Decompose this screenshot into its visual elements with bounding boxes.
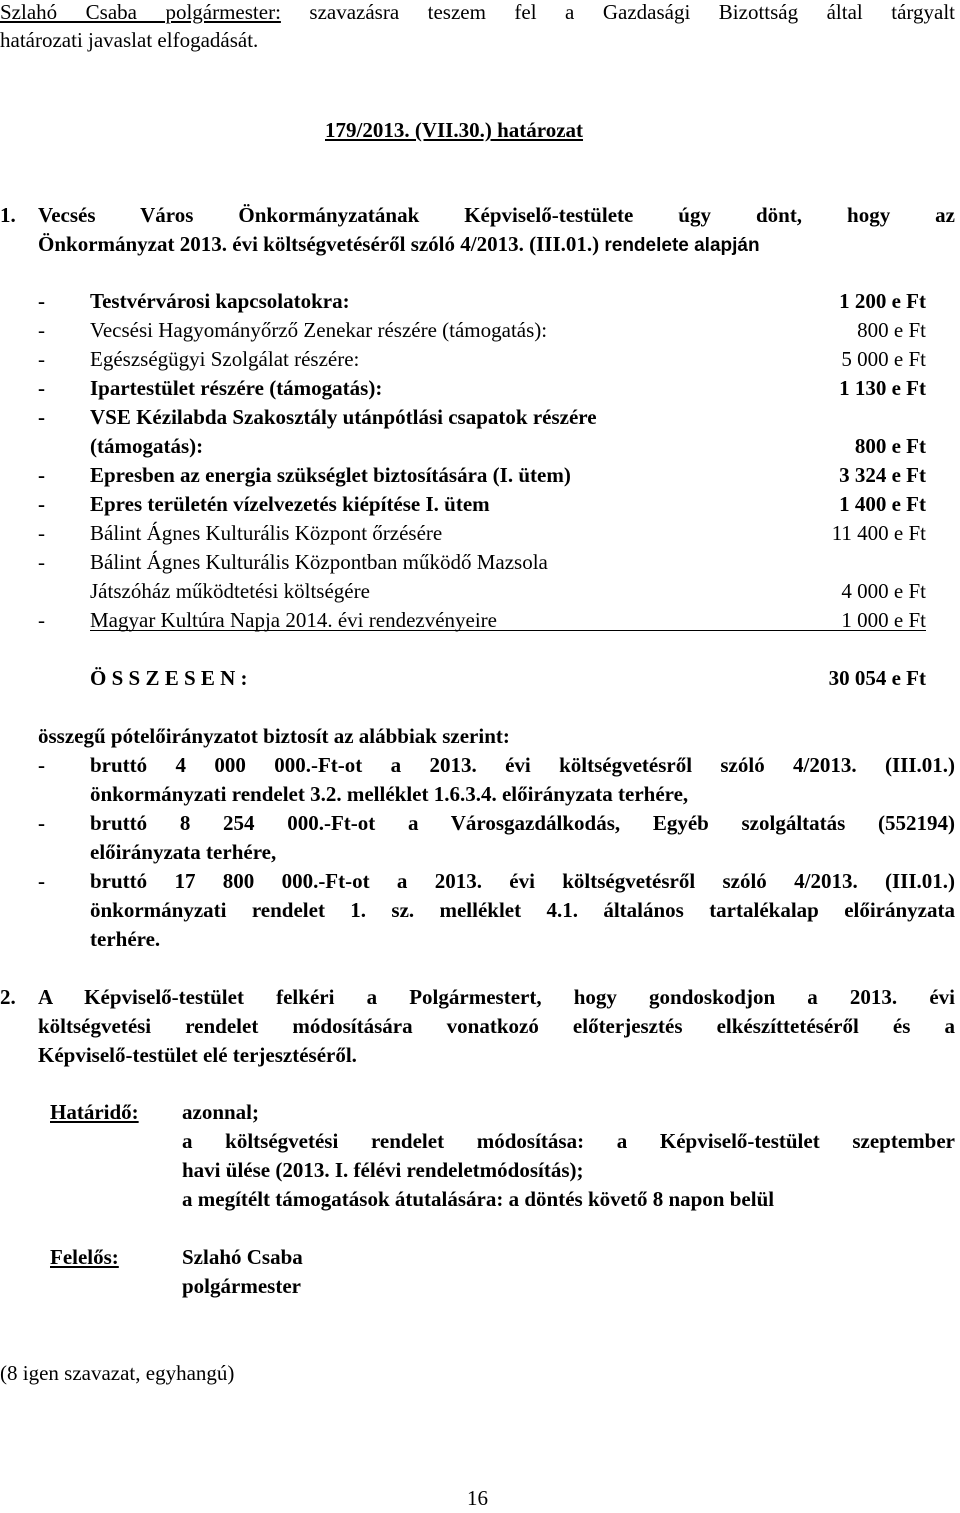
intro-line-2: határozati javaslat elfogadását. — [0, 28, 259, 52]
item-description-cont: Játszóház működtetési költségére — [90, 579, 370, 603]
total-row — [38, 664, 926, 693]
deadline-line-3: havi ülése (2013. I. félévi rendeletmódosítás); — [182, 1158, 584, 1182]
list-item: - bruttó 8 254 000.-Ft-ot a Városgazdálkodás, Egyéb szolgáltatás (552194) előirányzata terhére, — [38, 809, 955, 867]
item-amount: 11 400 e Ft — [831, 521, 926, 545]
point-2-line-2: költségvetési rendelet módosítására vonatkozó előterjesztés elkészíttetéséről és a — [38, 1014, 955, 1038]
item-amount: 1 400 e Ft — [839, 492, 926, 516]
list-item: - Magyar Kultúra Napja 2014. évi rendezvényeire 1 000 e Ft — [38, 606, 926, 635]
list-item: - Bálint Ágnes Kulturális Központ őrzésére 11 400 e Ft — [38, 519, 926, 548]
funding-text-cont: önkormányzati rendelet 1. sz. melléklet 4.1. általános tartalékalap előirányzata — [90, 898, 955, 922]
item-description: Epres területén vízelvezetés kiépítése I. ütem — [90, 492, 490, 516]
funding-text-cont: előirányzata terhére, — [90, 840, 277, 864]
list-item: - bruttó 4 000 000.-Ft-ot a 2013. évi költségvetésről szóló 4/2013. (III.01.) önkormányzati rendelet 3.2. melléklet 1.6.3.4. előirányzata terhére, — [38, 751, 955, 809]
item-amount: 4 000 e Ft — [841, 579, 926, 603]
list-item: - Egészségügyi Szolgálat részére: 5 000 e Ft — [38, 345, 926, 374]
item-description: Testvérvárosi kapcsolatokra: — [90, 289, 350, 313]
responsible-name: Szlahó Csaba — [182, 1245, 303, 1269]
funding-text-cont: önkormányzati rendelet 3.2. melléklet 1.6.3.4. előirányzata terhére, — [90, 782, 689, 806]
item-description: VSE Kézilabda Szakosztály utánpótlási csapatok részére — [90, 405, 597, 429]
item-description: Ipartestület részére (támogatás): — [90, 376, 383, 400]
list-item: - VSE Kézilabda Szakosztály utánpótlási csapatok részére (támogatás): 800 e Ft — [38, 403, 926, 461]
point-2-number: 2. — [0, 985, 16, 1009]
point-1-line-1: Vecsés Város Önkormányzatának Képviselő-testülete úgy dönt, hogy az — [38, 203, 955, 227]
item-amount: 1 000 e Ft — [841, 608, 926, 632]
list-item: - Ipartestület részére (támogatás): 1 130 e Ft — [38, 374, 926, 403]
item-description: Bálint Ágnes Kulturális Központban működő Mazsola — [90, 550, 548, 574]
page-number: 16 — [467, 1486, 488, 1510]
funding-intro: összegű pótelőirányzatot biztosít az alábbiak szerint: — [38, 724, 510, 748]
point-1-line-2 — [38, 230, 760, 260]
responsible-title: polgármester — [182, 1274, 301, 1298]
point-2-line-1: A Képviselő-testület felkéri a Polgármestert, hogy gondoskodjon a 2013. évi — [38, 985, 955, 1009]
point-1-line-2-bold: rendelete alapján — [604, 235, 760, 256]
vote-result: (8 igen szavazat, egyhangú) — [0, 1361, 235, 1385]
item-amount: 1 130 e Ft — [839, 376, 926, 400]
item-amount: 800 e Ft — [857, 318, 926, 342]
item-description: Vecsési Hagyományőrző Zenekar részére (támogatás): — [90, 318, 548, 342]
funding-text-cont: terhére. — [90, 927, 161, 951]
funding-text: bruttó 4 000 000.-Ft-ot a 2013. évi költségvetésről szóló 4/2013. (III.01.) — [90, 753, 955, 777]
point-1-number: 1. — [0, 203, 16, 227]
deadline-line-2: a költségvetési rendelet módosítása: a Képviselő-testület szeptember — [182, 1129, 955, 1153]
item-amount: 5 000 e Ft — [841, 347, 926, 371]
funding-text: bruttó 17 800 000.-Ft-ot a 2013. évi költségvetésről szóló 4/2013. (III.01.) — [90, 869, 955, 893]
deadline-line-1: azonnal; — [182, 1100, 260, 1124]
responsible-label: Felelős: — [50, 1245, 119, 1269]
item-description: Magyar Kultúra Napja 2014. évi rendezvényeire — [90, 608, 497, 632]
total-label: Ö S S Z E S E N : — [90, 666, 248, 690]
item-amount: 800 e Ft — [854, 434, 926, 458]
point-1-line-2-plain: Önkormányzat 2013. évi költségvetéséről szóló 4/2013. (III.01.) — [38, 232, 600, 256]
list-underline — [90, 630, 926, 631]
item-description-cont: (támogatás): — [90, 434, 204, 458]
item-amount: 3 324 e Ft — [839, 463, 926, 487]
item-amount: 1 200 e Ft — [839, 289, 926, 313]
list-item: - bruttó 17 800 000.-Ft-ot a 2013. évi költségvetésről szóló 4/2013. (III.01.) önkormányzati rendelet 1. sz. melléklet 4.1. általános tartalékalap előirányzata terhére. — [38, 867, 955, 954]
list-item: - Epres területén vízelvezetés kiépítése I. ütem 1 400 e Ft — [38, 490, 926, 519]
item-description: Bálint Ágnes Kulturális Központ őrzésére — [90, 521, 443, 545]
total-amount: 30 054 e Ft — [828, 666, 926, 690]
deadline-line-4: a megítélt támogatások átutalására: a döntés követő 8 napon belül — [182, 1187, 775, 1211]
item-description: Egészségügyi Szolgálat részére: — [90, 347, 360, 371]
list-item: - Epresben az energia szükséglet biztosítására (I. ütem) 3 324 e Ft — [38, 461, 926, 490]
list-item: - Testvérvárosi kapcsolatokra: 1 200 e Ft — [38, 287, 926, 316]
intro-line-1 — [0, 0, 955, 27]
intro-text: szavazásra teszem fel a Gazdasági Bizottság által tárgyalt — [309, 0, 955, 24]
resolution-title: 179/2013. (VII.30.) határozat — [325, 118, 584, 142]
speaker-name: Szlahó Csaba polgármester: — [0, 0, 281, 24]
list-item: - Vecsési Hagyományőrző Zenekar részére (támogatás): 800 e Ft — [38, 316, 926, 345]
list-item: - Bálint Ágnes Kulturális Központban működő Mazsola Játszóház működtetési költségére 4 000 e Ft — [38, 548, 926, 606]
item-description: Epresben az energia szükséglet biztosítására (I. ütem) — [90, 463, 571, 487]
deadline-label: Határidő: — [50, 1100, 139, 1124]
funding-text: bruttó 8 254 000.-Ft-ot a Városgazdálkodás, Egyéb szolgáltatás (552194) — [90, 811, 955, 835]
point-2-line-3: Képviselő-testület elé terjesztéséről. — [38, 1043, 357, 1067]
